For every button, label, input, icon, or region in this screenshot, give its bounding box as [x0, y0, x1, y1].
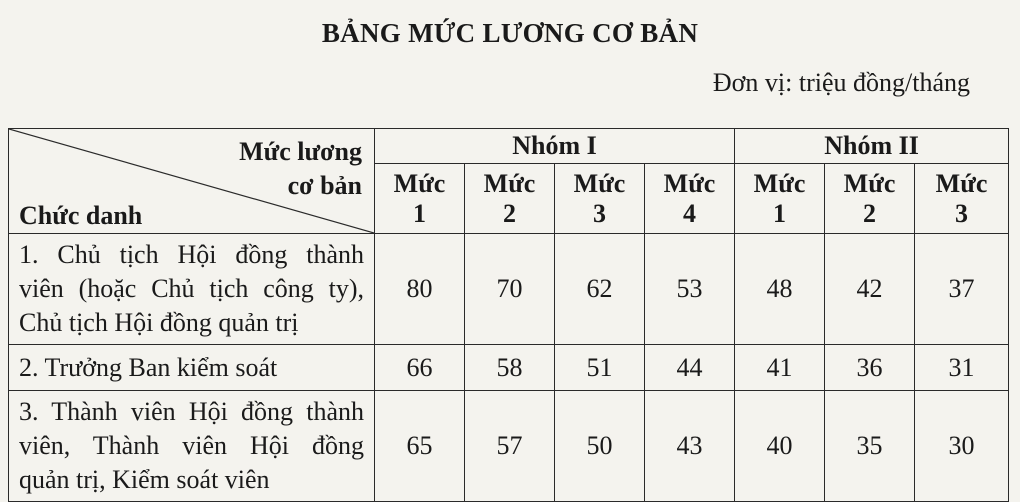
- level-word: Mức: [393, 168, 446, 198]
- corner-bottom-label: Chức danh: [19, 201, 143, 230]
- salary-value: 62: [555, 234, 645, 345]
- group-header-1: Nhóm I: [375, 129, 735, 164]
- level-word: Mức: [663, 168, 716, 198]
- salary-value: 51: [555, 345, 645, 391]
- title-line: 1. Chủ tịch Hội đồng thành: [19, 240, 364, 269]
- salary-value: 43: [645, 391, 735, 502]
- salary-value: 41: [735, 345, 825, 391]
- level-word: Mức: [935, 168, 988, 198]
- corner-top-line1: Mức lương: [239, 137, 362, 166]
- title-line: viên (hoặc Chủ tịch công ty),: [19, 274, 364, 303]
- level-number: 2: [503, 198, 516, 228]
- position-title: [9, 391, 375, 502]
- level-word: Mức: [753, 168, 806, 198]
- level-number: 3: [593, 198, 606, 228]
- salary-value: 30: [915, 391, 1009, 502]
- level-word: Mức: [483, 168, 536, 198]
- title-line: quản trị, Kiểm soát viên: [19, 465, 270, 494]
- level-number: 3: [955, 198, 969, 228]
- salary-value: 44: [645, 345, 735, 391]
- position-title: [9, 345, 375, 391]
- salary-value: 53: [645, 234, 735, 345]
- document-title: BẢNG MỨC LƯƠNG CƠ BẢN: [321, 18, 699, 48]
- table-row: [9, 345, 1009, 391]
- level-number: 4: [683, 198, 696, 228]
- salary-value: 70: [465, 234, 555, 345]
- corner-header: [9, 129, 375, 234]
- salary-value: 37: [915, 234, 1009, 345]
- group-header-2: Nhóm II: [735, 129, 1009, 164]
- salary-value: 66: [375, 345, 465, 391]
- salary-value: 31: [915, 345, 1009, 391]
- salary-value: 35: [825, 391, 915, 502]
- salary-value: 50: [555, 391, 645, 502]
- salary-value: 80: [375, 234, 465, 345]
- level-number: 1: [413, 198, 426, 228]
- salary-value: 48: [735, 234, 825, 345]
- title-line: 2. Trưởng Ban kiểm soát: [19, 352, 278, 382]
- table-row: [9, 234, 1009, 345]
- level-header: [555, 164, 645, 234]
- salary-value: 57: [465, 391, 555, 502]
- salary-value: 58: [465, 345, 555, 391]
- position-title: [9, 234, 375, 345]
- table-row: [9, 391, 1009, 502]
- level-header: [825, 164, 915, 234]
- unit-note: Đơn vị: triệu đồng/tháng: [712, 68, 970, 97]
- title-line: Chủ tịch Hội đồng quản trị: [19, 308, 299, 337]
- level-word: Mức: [573, 168, 626, 198]
- level-header: [645, 164, 735, 234]
- level-header: [915, 164, 1009, 234]
- level-number: 2: [863, 198, 877, 228]
- level-header: [465, 164, 555, 234]
- level-header: [375, 164, 465, 234]
- level-header: [735, 164, 825, 234]
- title-line: viên, Thành viên Hội đồng: [19, 431, 364, 460]
- salary-value: 36: [825, 345, 915, 391]
- salary-value: 40: [735, 391, 825, 502]
- title-line: 3. Thành viên Hội đồng thành: [19, 397, 364, 426]
- salary-value: 65: [375, 391, 465, 502]
- corner-top-line2: cơ bản: [287, 171, 362, 200]
- level-word: Mức: [843, 168, 896, 198]
- level-number: 1: [773, 198, 787, 228]
- salary-table: [8, 128, 1009, 502]
- salary-value: 42: [825, 234, 915, 345]
